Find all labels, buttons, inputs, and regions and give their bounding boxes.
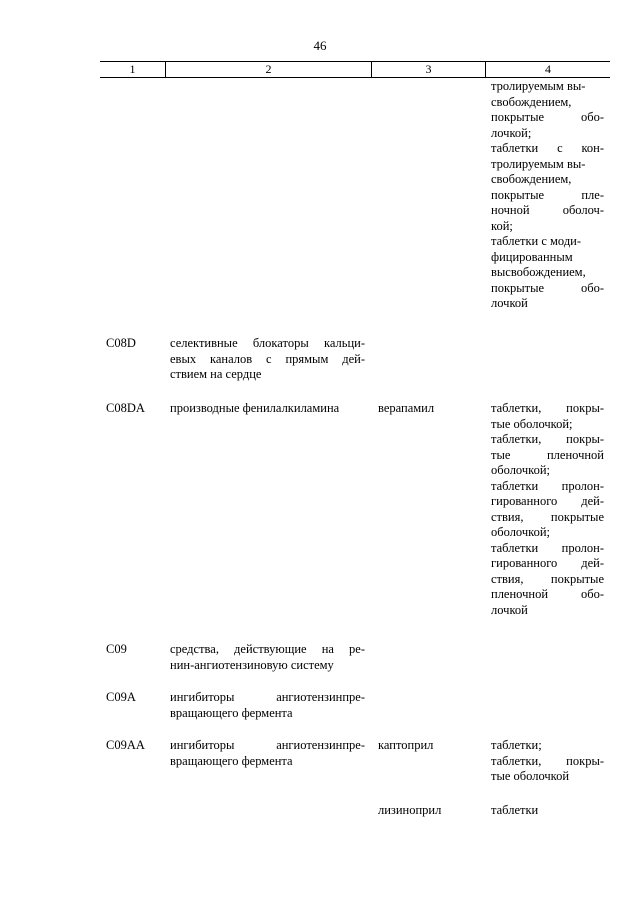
form-line: лочкой [491, 602, 528, 617]
column-header-4: 4 [545, 62, 551, 76]
dosage-form [491, 803, 604, 819]
form-line: таблетки, покры- [491, 432, 604, 446]
desc-line: ингибиторы ангиотензинпре- [170, 738, 365, 752]
form-line: таблетки пролон- [491, 478, 604, 493]
desc-line: вращающего фермента [170, 753, 293, 768]
form-line: тые оболочкой; [491, 416, 573, 431]
dosage-form [491, 738, 604, 785]
form-line: тые оболочкой [491, 769, 570, 783]
form-line: кой; [491, 218, 513, 233]
form-line: фицированным [491, 249, 573, 264]
dosage-form [491, 401, 604, 618]
atc-code: C09AA [106, 738, 145, 752]
atc-code: C09A [106, 690, 136, 704]
desc-line: производные фенилалкиламина [170, 401, 340, 415]
form-line: ствия, покрытые [491, 509, 604, 524]
form-line: гированного дей- [491, 556, 604, 570]
form-line: покрытые обо- [491, 110, 604, 124]
atc-code: C09 [106, 642, 127, 656]
form-line: свобождением, [491, 172, 572, 186]
form-line: покрытые пле- [491, 187, 604, 202]
form-line: тые пленочной [491, 447, 604, 462]
desc-line: средства, действующие на ре- [170, 642, 365, 656]
form-line: покрытые обо- [491, 280, 604, 295]
drug-name: лизиноприл [378, 803, 442, 817]
atc-description [170, 738, 365, 769]
column-header-1: 1 [129, 62, 136, 76]
form-line: высвобождением, [491, 265, 586, 279]
form-line: лочкой; [491, 125, 532, 140]
form-line: таблетки с моди- [491, 234, 582, 248]
form-line: тролируемым вы- [491, 79, 586, 93]
form-line: лочкой [491, 296, 528, 310]
desc-line: селективные блокаторы кальци- [170, 336, 365, 350]
drug-name: верапамил [378, 401, 435, 415]
desc-line: евых каналов с прямым дей- [170, 351, 365, 366]
page-number: 46 [313, 38, 327, 53]
form-line: свобождением, [491, 94, 572, 109]
form-line: ночной оболоч- [491, 203, 604, 217]
form-line: оболочкой; [491, 463, 550, 477]
form-line: оболочкой; [491, 525, 550, 539]
form-line: таблетки [491, 803, 539, 817]
form-line: таблетки пролон- [491, 540, 604, 555]
form-line: таблетки, покры- [491, 753, 604, 768]
form-line: тролируемым вы- [491, 156, 586, 171]
form-line: ствия, покрытые [491, 571, 604, 586]
atc-description [170, 690, 365, 721]
drug-name: каптоприл [378, 738, 434, 752]
form-line: таблетки; [491, 738, 542, 752]
continued-dosage-form [491, 79, 604, 312]
form-line: таблетки с кон- [491, 141, 604, 155]
atc-description [170, 401, 365, 417]
form-line: таблетки, покры- [491, 401, 604, 415]
desc-line: ингибиторы ангиотензинпре- [170, 690, 365, 704]
table-header [100, 61, 610, 78]
atc-description [170, 642, 365, 673]
form-line: гированного дей- [491, 494, 604, 508]
atc-code: C08D [106, 336, 136, 350]
desc-line: вращающего фермента [170, 705, 293, 720]
form-line: пленочной обо- [491, 587, 604, 601]
column-header-2: 2 [265, 62, 272, 76]
column-header-3: 3 [425, 62, 432, 76]
desc-line: ствием на сердце [170, 367, 262, 381]
desc-line: нин-ангиотензиновую систему [170, 657, 334, 672]
atc-code: C08DA [106, 401, 145, 415]
atc-description [170, 336, 365, 383]
